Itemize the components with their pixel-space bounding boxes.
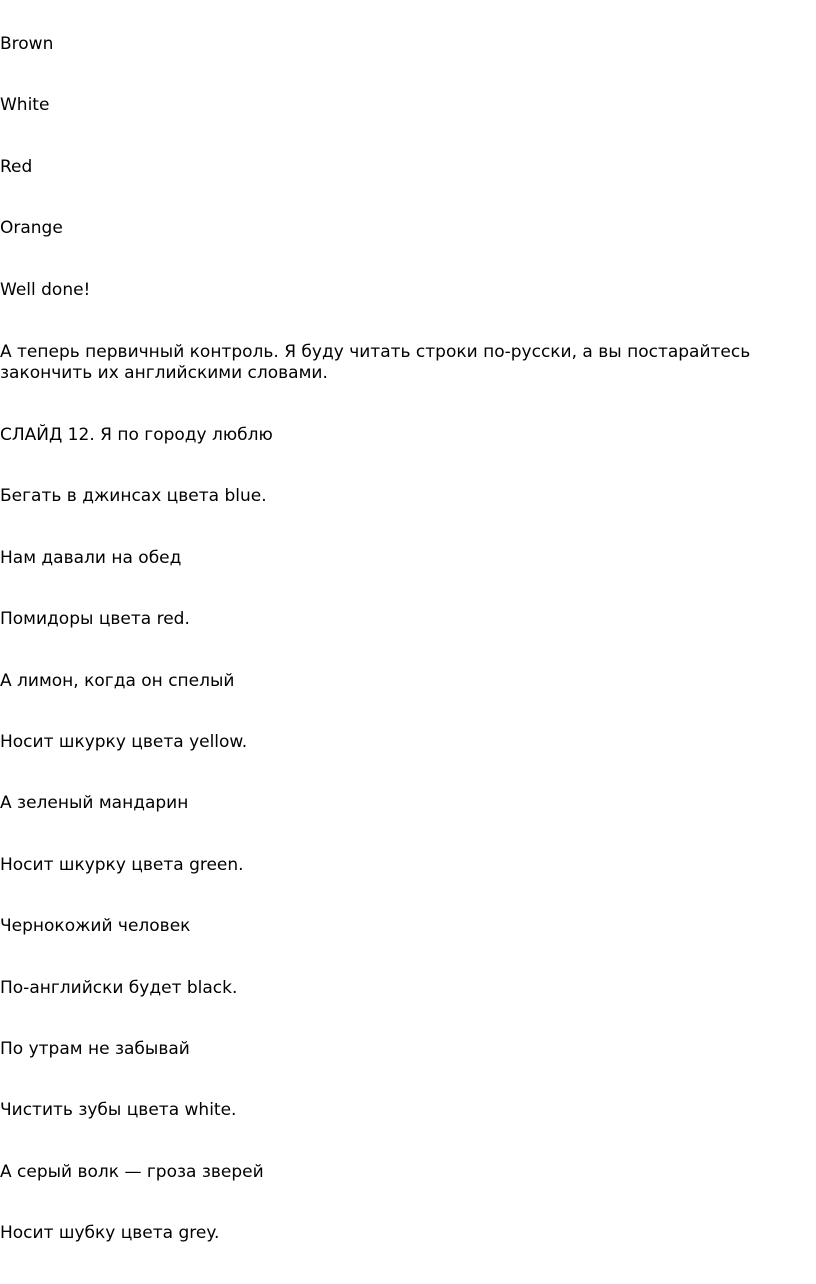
instruction-paragraph: А теперь первичный контроль. Я буду читать строки по-русски, а вы постарайтесь закончить их английскими словами. — [0, 342, 751, 383]
color-word-white: White — [0, 95, 50, 115]
color-word-orange: Orange — [0, 218, 63, 238]
poem-line: Носит шкурку цвета yellow. — [0, 732, 248, 752]
poem-line: А серый волк — гроза зверей — [0, 1162, 264, 1182]
poem-line: А зеленый мандарин — [0, 793, 189, 813]
poem-line: По-английски будет black. — [0, 978, 238, 998]
slide-title: СЛАЙД 12. Я по городу люблю — [0, 425, 273, 445]
poem-line: Чистить зубы цвета white. — [0, 1100, 237, 1120]
poem-line: Нам давали на обед — [0, 548, 182, 568]
poem-line: Носит шубку цвета grey. — [0, 1223, 220, 1243]
praise-line: Well done! — [0, 280, 91, 300]
poem-line: По утрам не забывай — [0, 1039, 190, 1059]
poem-line: Помидоры цвета red. — [0, 609, 190, 629]
poem-line: Чернокожий человек — [0, 916, 191, 936]
color-word-brown: Brown — [0, 34, 54, 54]
poem-line: Бегать в джинсах цвета blue. — [0, 486, 267, 506]
color-word-red: Red — [0, 157, 33, 177]
poem-line: А лимон, когда он спелый — [0, 671, 235, 691]
poem-line: Носит шкурку цвета green. — [0, 855, 244, 875]
